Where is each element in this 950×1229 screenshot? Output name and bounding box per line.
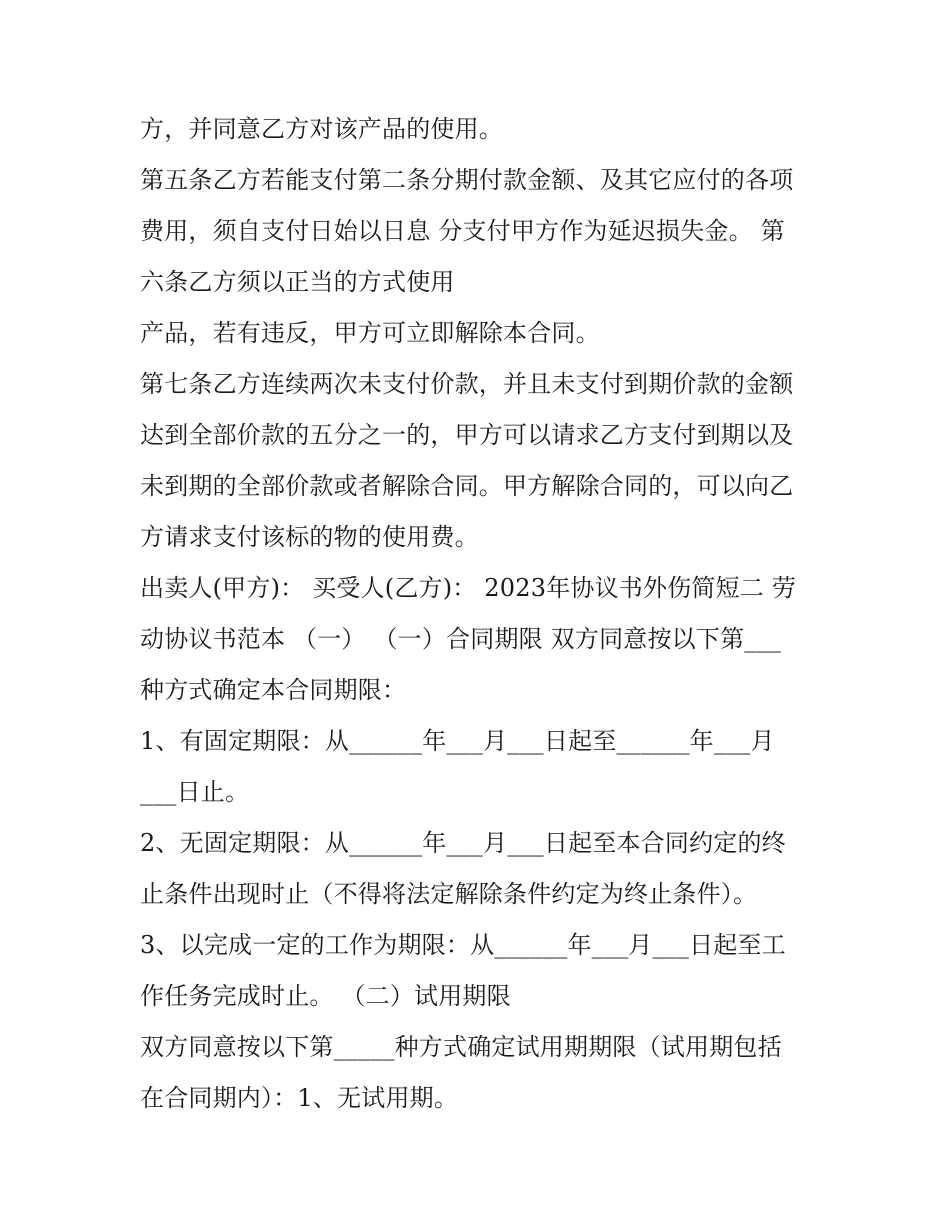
text-line: ___日止。 [140,778,250,806]
document-body [140,104,830,1124]
text-line: 双方同意按以下第_____种方式确定试用期期限（试用期包括 [140,1033,782,1061]
text-line: 1、有固定期限：从______年___月___日起至______年___月 [140,727,775,755]
text-line: 第七条乙方连续两次未支付价款，并且未支付到期价款的金额 [140,370,794,398]
text-line: 3、以完成一定的工作为期限：从______年___月___日起至工 [140,931,786,959]
text-line: 未到期的全部价款或者解除合同。甲方解除合同的，可以向乙 [140,472,794,500]
text-line: 作任务完成时止。 （二）试用期限 [140,982,511,1010]
text-line: 产品，若有违反，甲方可立即解除本合同。 [140,319,600,347]
text-line: 费用，须自支付日始以日息 分支付甲方作为延迟损失金。 第 [140,217,785,245]
text-line: 动协议书范本 （一） （一）合同期限 双方同意按以下第___ [140,625,781,653]
text-line: 达到全部价款的五分之一的，甲方可以请求乙方支付到期以及 [140,421,794,449]
text-line: 方，并同意乙方对该产品的使用。 [140,115,503,143]
text-line: 第五条乙方若能支付第二条分期付款金额、及其它应付的各项 [140,166,794,194]
text-line: 种方式确定本合同期限： [140,676,407,704]
text-line: 止条件出现时止（不得将法定解除条件约定为终止条件）。 [140,880,758,908]
text-line: 2、无固定期限：从______年___月___日起至本合同约定的终 [140,829,786,857]
text-line: 方请求支付该标的物的使用费。 [140,523,479,551]
text-line: 六条乙方须以正当的方式使用 [140,268,455,296]
text-line: 出卖人(甲方)： 买受人(乙方)： 2023年协议书外伤简短二 劳 [140,574,797,602]
text-line: 在合同期内）：1、无试用期。 [140,1084,459,1112]
